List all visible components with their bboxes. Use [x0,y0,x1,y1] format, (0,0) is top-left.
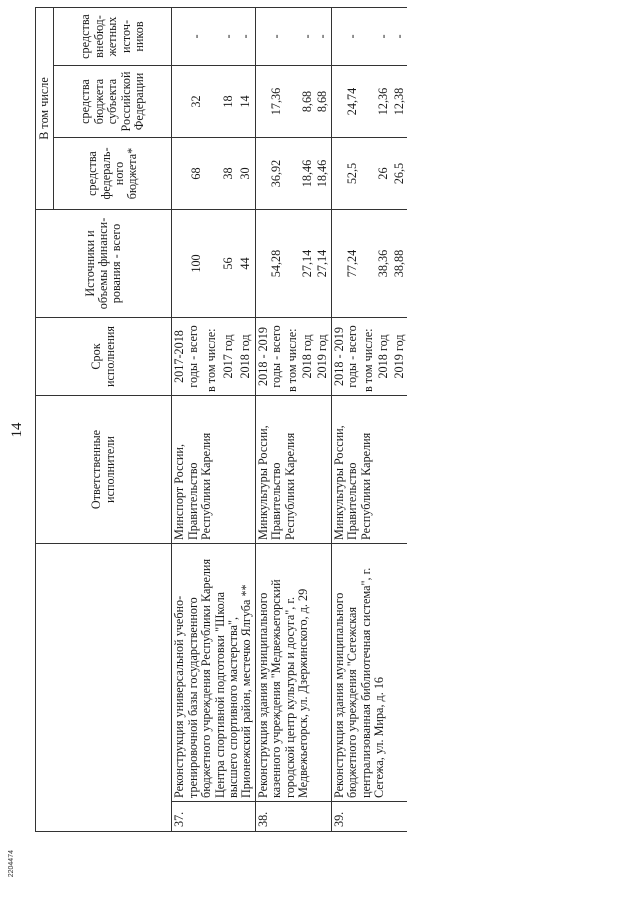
cell-term: 2018 год [238,318,255,396]
cell-total [361,210,376,318]
cell-term: в том числе: [204,318,221,396]
cell-federal [361,138,376,210]
header-including: В том числе [36,8,54,210]
header-executors: Ответственные исполнители [36,396,172,544]
cell-term: 2019 год [315,318,331,396]
cell-regional: 24,74 [331,66,360,138]
header-sources-total: Источники и объемы финанси-рования - всего [36,210,172,318]
cell-term: в том числе: [361,318,376,396]
cell-total [285,210,300,318]
cell-extra: - [255,8,284,66]
cell-total: 77,24 [331,210,360,318]
cell-extra: - [300,8,315,66]
cell-extra [285,8,300,66]
executors: Минспорт России, Правительство Республики Карелия [172,396,255,544]
header-extra: средства внебюд-жетных источ-ников [54,8,172,66]
cell-federal: 68 [172,138,204,210]
cell-federal: 26,5 [392,138,407,210]
cell-federal: 36,92 [255,138,284,210]
cell-extra: - [392,8,407,66]
executors: Минкультуры России, Правительство Республики Карелия [255,396,331,544]
page-number: 14 [9,422,25,438]
cell-extra: - [221,8,238,66]
cell-total: 100 [172,210,204,318]
cell-term: 2018 год [376,318,391,396]
row-number: 39. [331,802,407,832]
header-federal: средства федераль-ного бюджета* [54,138,172,210]
cell-extra: - [331,8,360,66]
cell-extra: - [238,8,255,66]
cell-extra [361,8,376,66]
row-number: 37. [172,802,255,832]
cell-regional: 32 [172,66,204,138]
cell-regional: 8,68 [300,66,315,138]
header-row-1 [36,8,54,832]
object-name: Реконструкция здания муниципального бюджетного учреждения "Сегежская централизованная библиотечная система", г. Сегежа, ул. Мира, д. 16 [331,544,407,802]
document-code: 2204474 [8,850,15,878]
row-number: 38. [255,802,331,832]
cell-term: 2018 год [300,318,315,396]
table-row [331,8,360,832]
cell-federal: 52,5 [331,138,360,210]
cell-regional: 18 [221,66,238,138]
cell-regional: 12,38 [392,66,407,138]
cell-federal: 18,46 [300,138,315,210]
cell-extra: - [315,8,331,66]
cell-regional [285,66,300,138]
cell-term: 2018 - 2019 годы - всего [255,318,284,396]
cell-federal: 26 [376,138,391,210]
header-term: Срок исполнения [36,318,172,396]
cell-extra: - [376,8,391,66]
cell-federal [285,138,300,210]
table-body [172,8,407,832]
cell-total: 54,28 [255,210,284,318]
object-name: Реконструкция здания муниципального казенного учреждения "Медвежьегорский городской центр культуры и досуга", г. Медвежьегорск, ул. Дзержинского, д. 29 [255,544,331,802]
cell-total: 56 [221,210,238,318]
cell-federal: 38 [221,138,238,210]
cell-total: 27,14 [300,210,315,318]
cell-extra [204,8,221,66]
cell-term: в том числе: [285,318,300,396]
cell-regional [361,66,376,138]
table-row [172,8,204,832]
cell-regional: 17,36 [255,66,284,138]
blank-header-cell [36,544,172,832]
cell-regional [204,66,221,138]
cell-federal: 18,46 [315,138,331,210]
cell-total: 44 [238,210,255,318]
executors: Минкультуры России, Правительство Республики Карелия [331,396,407,544]
table-row [255,8,284,832]
financing-table [35,7,407,832]
cell-regional: 12,36 [376,66,391,138]
object-name: Реконструкция универсальной учебно-тренировочной базы государственного бюджетного учреждения Республики Карелия Центра спортивной подготовки "Школа высшего спортивного мастерства", Прионежский район, местечко Ялгуба ** [172,544,255,802]
cell-total: 27,14 [315,210,331,318]
cell-extra: - [172,8,204,66]
cell-term: 2019 год [392,318,407,396]
cell-total: 38,88 [392,210,407,318]
header-regional: средства бюджета субъекта Российской Федерации [54,66,172,138]
cell-regional: 8,68 [315,66,331,138]
cell-term: 2017-2018 годы - всего [172,318,204,396]
cell-total [204,210,221,318]
cell-federal: 30 [238,138,255,210]
cell-regional: 14 [238,66,255,138]
cell-term: 2018 - 2019 годы - всего [331,318,360,396]
cell-federal [204,138,221,210]
cell-total: 38,36 [376,210,391,318]
cell-term: 2017 год [221,318,238,396]
